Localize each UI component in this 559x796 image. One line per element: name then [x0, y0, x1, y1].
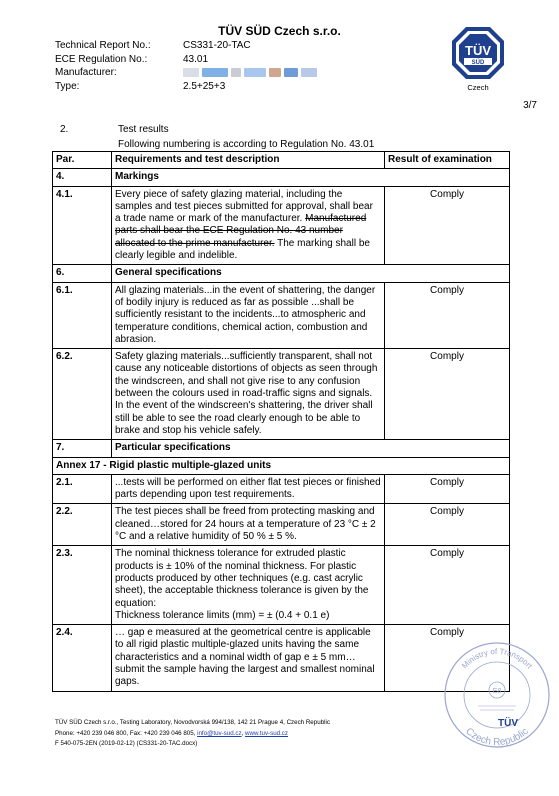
row-result: Comply [385, 282, 510, 348]
approval-stamp [442, 640, 552, 750]
logo-sub: SÜD [471, 60, 485, 66]
footer-address: TÜV SÜD Czech s.r.o., Testing Laboratory, Novodvorská 994/138, 142 21 Prague 4, Czech Republic [55, 719, 330, 726]
row-par: 7. [53, 440, 112, 457]
meta-label: ECE Regulation No.: [55, 53, 148, 65]
meta-row-regulation [55, 53, 320, 67]
row-par: 2.2. [53, 504, 112, 546]
numbering-note: Following numbering is according to Regulation No. 43.01 [118, 139, 375, 150]
company-title: TÜV SÜD Czech s.r.o. [218, 24, 341, 38]
requirement-text: All glazing materials...in the event of shattering, the danger of bodily injury is reduced as far as possible ...shall be sufficiently resistant to the incidents...to atmospheric and temperature conditions, chemical action, combustion and abrasion. [115, 284, 376, 345]
stamp-logo: TÜV [498, 718, 518, 729]
table-row [53, 625, 510, 691]
footer-website-link[interactable]: www.tuv-sud.cz [245, 729, 288, 737]
row-par: 6.2. [53, 349, 112, 440]
footer-phone: Phone: +420 239 046 800, Fax: +420 239 046 805, [55, 729, 198, 737]
row-result: Comply [385, 474, 510, 504]
row-par: 4.1. [53, 186, 112, 265]
section-title: Test results [118, 124, 169, 135]
stamp-ring-bottom: Czech Republic [463, 725, 531, 749]
logo-text: TÜV [465, 43, 491, 58]
requirement-text: Every piece of safety glazing material, including the samples and test pieces submitted for approval, shall bear a trade name or mark of the manufacturer. [115, 188, 373, 225]
meta-label: Technical Report No.: [55, 40, 151, 51]
row-requirement [112, 186, 385, 265]
row-par: 6.1. [53, 282, 112, 348]
row-requirement [112, 625, 385, 691]
requirement-text: The test pieces shall be freed from protecting masking and cleaned…stored for 24 hours at a temperature of 23 °C ± 2 °C and a relative humidity of 50 % ± 5 %. [115, 506, 376, 543]
table-row [53, 186, 510, 265]
footer-email-link[interactable]: info@tuv-sud.cz [197, 729, 242, 737]
row-par: 6. [53, 265, 112, 282]
row-requirement [112, 349, 385, 440]
row-par: 2.1. [53, 474, 112, 504]
table-row [53, 504, 510, 546]
table-header-row [53, 152, 510, 169]
header-requirements: Requirements and test description [112, 152, 385, 169]
report-meta [55, 39, 320, 93]
section-row [53, 440, 510, 457]
row-requirement [112, 282, 385, 348]
requirement-text: … gap e measured at the geometrical centre is applicable to all rigid plastic multiple-glazed units having the same characteristics and a nominal width of gap e ± 5 mm…submit the sample having the largest and smallest nominal gaps. [115, 627, 375, 688]
stamp-ring-top: Ministry of Transport [460, 646, 535, 671]
row-result: Comply [385, 349, 510, 440]
section-heading [60, 124, 169, 135]
meta-row-report-no [55, 39, 320, 53]
table-row [53, 546, 510, 625]
row-result: Comply [385, 504, 510, 546]
test-results-table [52, 151, 510, 692]
header-par: Par. [53, 152, 112, 169]
redacted-manufacturer [183, 66, 320, 80]
logo-caption: Czech [467, 83, 489, 92]
requirement-text: Safety glazing materials...sufficiently transparent, shall not cause any noticeable distortions of objects as seen through the windscreen, and shall not give rise to any confusion between the colours used in road-traffic signs and signals. In the event of the windscreen's shattering, the driver shall still be able to see the road clearly enough to be able to brake and stop his vehicle safely. [115, 351, 378, 436]
header-result: Result of examination [385, 152, 510, 169]
row-result: Comply [385, 546, 510, 625]
annex-title: Annex 17 - Rigid plastic multiple-glazed units [53, 457, 510, 474]
section-title: Particular specifications [112, 440, 510, 457]
tuv-sud-logo [450, 25, 506, 93]
meta-value: CS331-20-TAC [183, 40, 251, 51]
table-row [53, 282, 510, 348]
table-row [53, 474, 510, 504]
meta-row-manufacturer [55, 66, 320, 80]
row-requirement [112, 474, 385, 504]
row-par: 2.3. [53, 546, 112, 625]
footer-contact [55, 729, 330, 740]
meta-label: Manufacturer: [55, 67, 117, 78]
row-result: Comply [385, 625, 510, 691]
row-requirement [112, 546, 385, 625]
requirement-text: The nominal thickness tolerance for extruded plastic products is ± 10% of the nominal thickness. For plastic products produced by other techniques (e.g. cast acrylic sheet), the acceptable thickness tolerance is given by the equation: Thickness tolerance limits (mm) = ± (0.4 + 0.1 e) [115, 548, 369, 621]
row-par: 2.4. [53, 625, 112, 691]
row-requirement [112, 504, 385, 546]
meta-label: Type: [55, 80, 80, 92]
footer-form-id: F 540-075-2EN (2019-02-12) (CS331-20-TAC.docx) [55, 740, 198, 747]
footer [55, 718, 330, 750]
page-number: 3/7 [523, 100, 537, 111]
section-title: Markings [112, 169, 510, 186]
requirement-text-after: The marking shall be clearly legible and indelible. [115, 237, 370, 262]
requirement-text: ...tests will be performed on either flat test pieces or finished parts depending upon test requirements. [115, 476, 381, 501]
section-row [53, 169, 510, 186]
meta-row-type [55, 80, 320, 94]
row-result: Comply [385, 186, 510, 265]
section-row [53, 265, 510, 282]
annex-row [53, 457, 510, 474]
section-number: 2. [60, 124, 69, 135]
footer-sep: , [241, 729, 246, 737]
row-par: 4. [53, 169, 112, 186]
stamp-e-mark: E8 [492, 688, 502, 695]
meta-value: 43.01 [183, 53, 209, 65]
table-row [53, 349, 510, 440]
struck-text: Manufactured parts shall bear the ECE Regulation No. 43 number allocated to the prime manufacturer. [115, 213, 367, 249]
section-title: General specifications [112, 265, 510, 282]
meta-value: 2.5+25+3 [183, 80, 226, 92]
